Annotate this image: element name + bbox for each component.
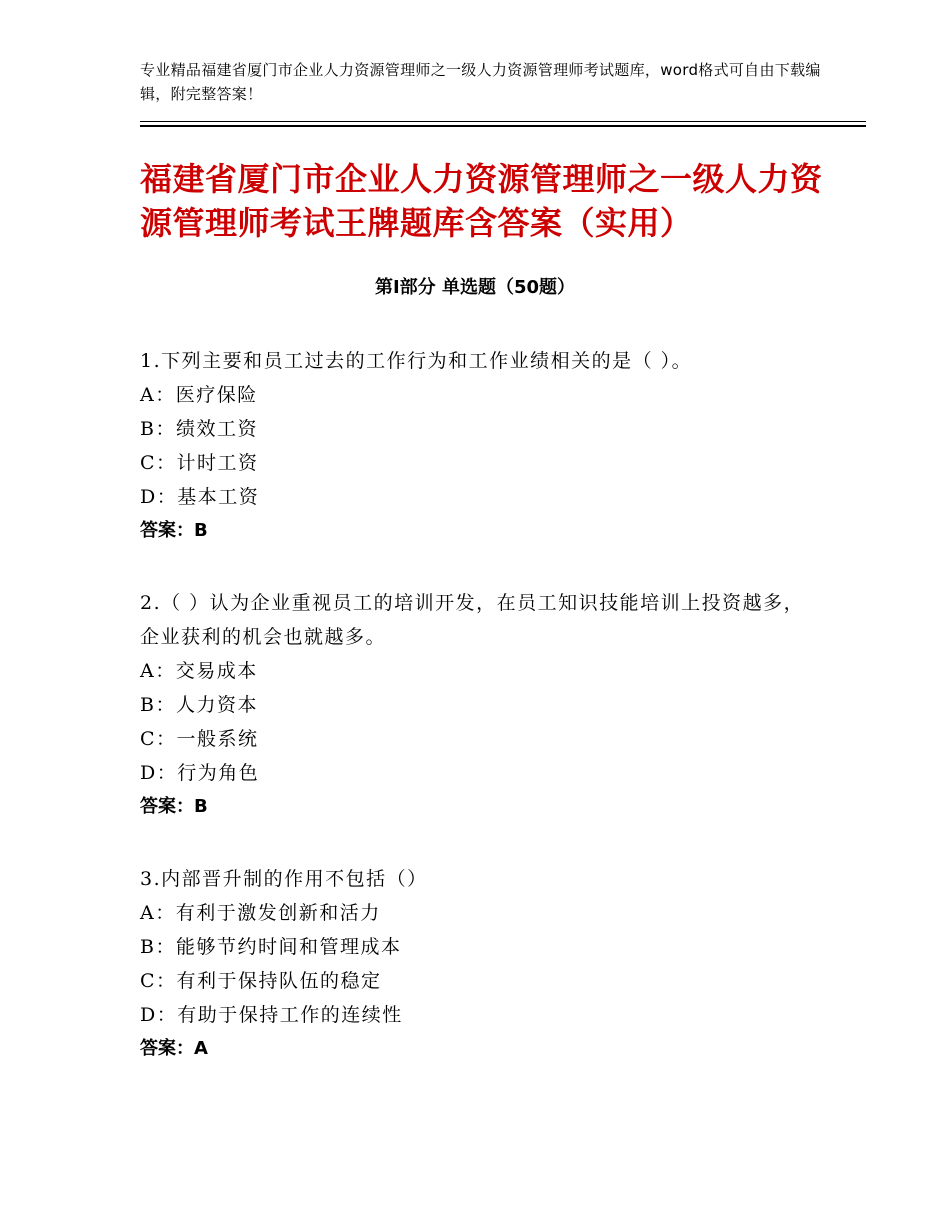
option-b: B：绩效工资: [140, 418, 258, 440]
header-rule-thick: [140, 125, 866, 127]
document-title: 福建省厦门市企业人力资源管理师之一级人力资源管理师考试王牌题库含答案（实用）: [140, 160, 823, 242]
header-note: 专业精品福建省厦门市企业人力资源管理师之一级人力资源管理师考试题库，word格式可自由下载编辑，附完整答案！: [140, 61, 821, 103]
question-2: [140, 586, 820, 824]
option-b: B：能够节约时间和管理成本: [140, 936, 402, 958]
option-a: A：有利于激发创新和活力: [140, 902, 381, 924]
option-d: D：行为角色: [140, 762, 260, 784]
question-stem: 2.（ ）认为企业重视员工的培训开发，在员工知识技能培训上投资越多，企业获利的机会也就越多。: [140, 592, 805, 648]
section-title: 第Ⅰ部分 单选题（50题）: [374, 277, 575, 298]
option-c: C：计时工资: [140, 452, 259, 474]
answer: 答案：A: [140, 1038, 208, 1059]
question-list: [140, 344, 820, 1104]
question-stem: 1.下列主要和员工过去的工作行为和工作业绩相关的是（ ）。: [140, 350, 693, 372]
option-b: B：人力资本: [140, 694, 258, 716]
option-c: C：一般系统: [140, 728, 259, 750]
option-d: D：基本工资: [140, 486, 260, 508]
option-a: A：医疗保险: [140, 384, 258, 406]
question-3: [140, 862, 820, 1066]
header-rule-thin: [140, 121, 866, 122]
question-stem: 3.内部晋升制的作用不包括（）: [140, 868, 428, 890]
answer: 答案：B: [140, 520, 208, 541]
option-d: D：有助于保持工作的连续性: [140, 1004, 403, 1026]
answer: 答案：B: [140, 796, 208, 817]
option-c: C：有利于保持队伍的稳定: [140, 970, 382, 992]
option-a: A：交易成本: [140, 660, 258, 682]
question-1: [140, 344, 820, 548]
